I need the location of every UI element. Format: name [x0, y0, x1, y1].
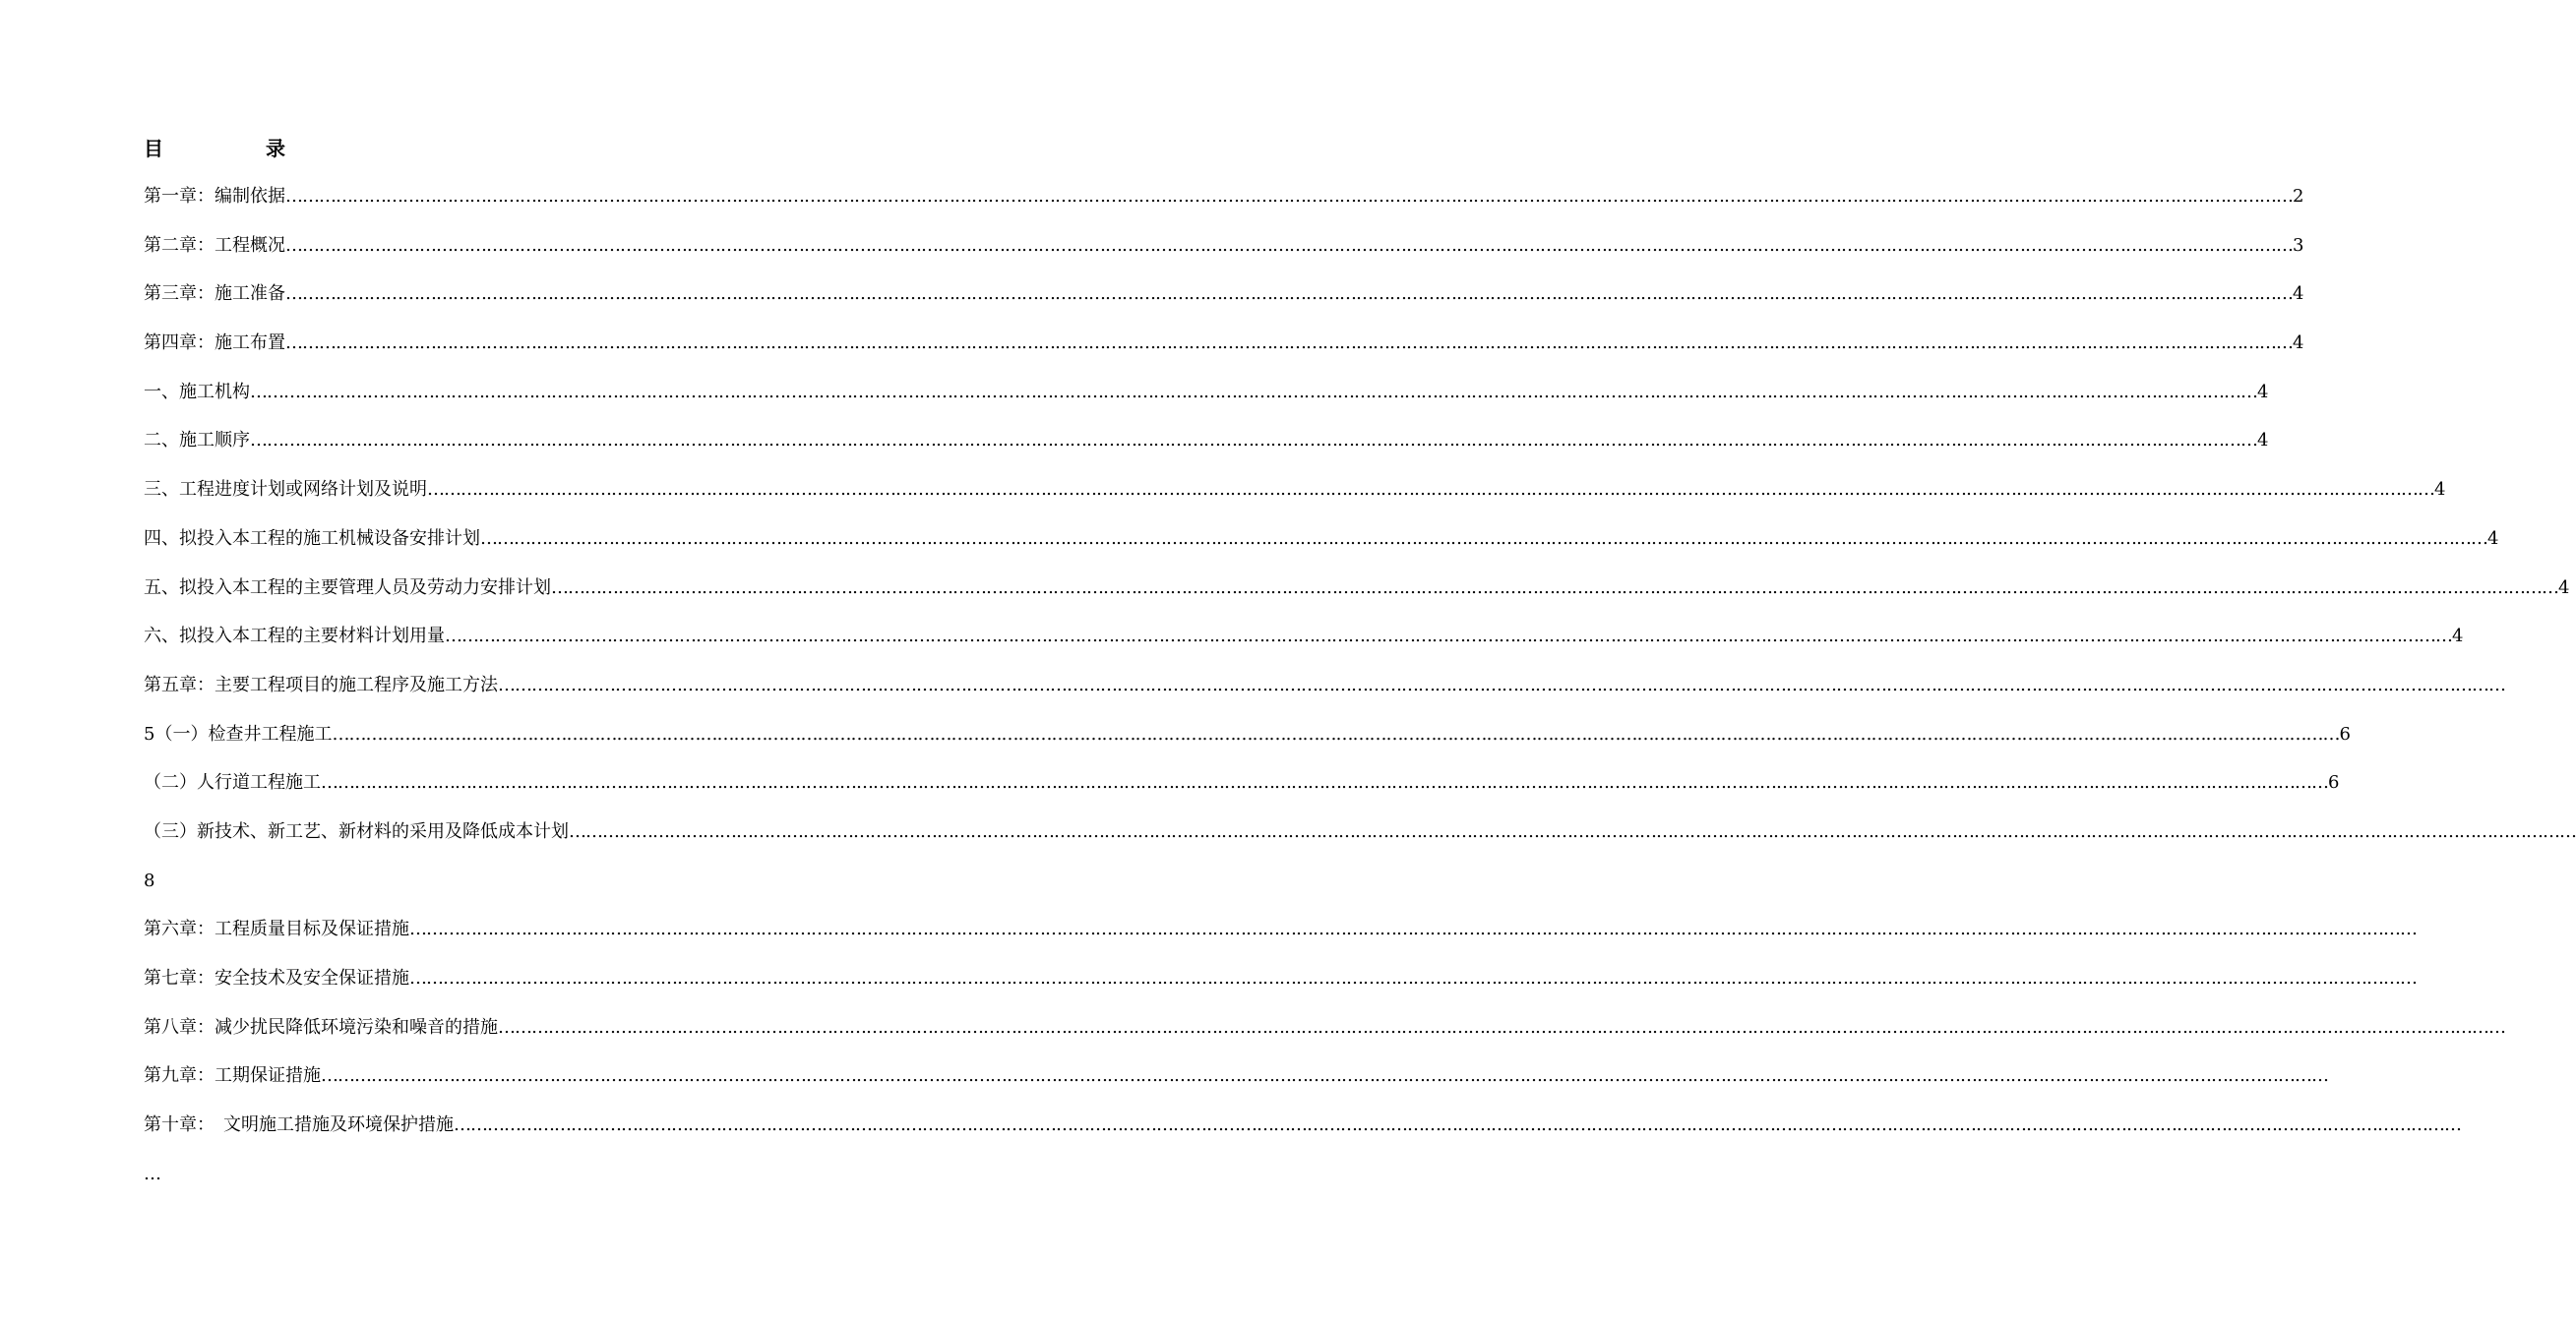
toc-entry-page-number: 6	[2328, 772, 2340, 794]
toc-entry-row	[144, 622, 2464, 651]
toc-entry	[144, 329, 2304, 378]
toc-leader-dots: ………………………………………………………………………………………………………………………………………………………………………………………………………………………………………………………………………………………………………………………………	[332, 723, 2340, 745]
toc-entry	[144, 279, 2304, 329]
toc-entry-label: 第七章：安全技术及安全保证措施	[144, 968, 409, 989]
toc-entry	[144, 1111, 2461, 1160]
toc-entry-row	[144, 182, 2304, 211]
toc-leader-dots: ………………………………………………………………………………………………………………………………………………………………………………………………………………………………………………………………………………………………………………………………	[250, 430, 2257, 451]
toc-leader-dots: ………………………………………………………………………………………………………………………………………………………………………………………………………………………………………………………………………………………………………………………………	[498, 674, 2505, 695]
toc-leader-dots: ………………………………………………………………………………………………………………………………………………………………………………………………………………………………………………………………………………………………………………………………	[480, 527, 2487, 549]
toc-entry	[144, 524, 2499, 573]
toc-entry	[144, 231, 2304, 280]
table-of-contents	[144, 182, 2576, 1208]
toc-leader-dots: ………………………………………………………………………………………………………………………………………………………………………………………………………………………………………………………………………………………………………………………………	[409, 968, 2417, 989]
toc-entry	[144, 475, 2446, 524]
toc-entry-label: 5（一）检查井工程施工	[144, 723, 333, 745]
toc-entry-label: 第二章：工程概况	[144, 234, 285, 256]
toc-leader-dots: ………………………………………………………………………………………………………………………………………………………………………………………………………………………………………………………………………………………………………………………………	[285, 186, 2293, 207]
toc-leader-dots: ………………………………………………………………………………………………………………………………………………………………………………………………………………………………………………………………………………………………………………………………	[285, 234, 2293, 256]
toc-entry-label: 第四章：施工布置	[144, 332, 285, 354]
toc-entry-page-number: 6	[2339, 723, 2351, 745]
toc-entry-page-number: 4	[2257, 381, 2269, 402]
toc-entry-label: 第十章： 文明施工措施及环境保护措施	[144, 1114, 454, 1136]
toc-entry-label: 五、拟投入本工程的主要管理人员及劳动力安排计划	[144, 576, 551, 598]
toc-leader-dots: ………………………………………………………………………………………………………………………………………………………………………………………………………………………………………………………………………………………………………………………………	[409, 919, 2417, 940]
toc-leader-dots: ………………………………………………………………………………………………………………………………………………………………………………………………………………………………………………………………………………………………………………………………	[498, 1016, 2505, 1038]
toc-leader-dots: ………………………………………………………………………………………………………………………………………………………………………………………………………………………………………………………………………………………………………………………………	[321, 772, 2328, 794]
toc-entry-label: 第三章：施工准备	[144, 283, 285, 305]
toc-entry-row	[144, 964, 2417, 993]
toc-entry-label: 二、施工顺序	[144, 430, 250, 451]
toc-entry-page-number: 3	[2293, 234, 2304, 256]
toc-entry-page-number: 2	[2293, 186, 2304, 207]
toc-entry	[144, 817, 2576, 867]
toc-entry-label: 六、拟投入本工程的主要材料计划用量	[144, 626, 445, 647]
toc-entry	[144, 768, 2340, 817]
toc-entry	[144, 964, 2417, 1013]
toc-entry	[144, 378, 2269, 427]
toc-entry	[144, 622, 2464, 671]
toc-entry	[144, 1061, 2328, 1111]
toc-entry-row	[144, 817, 2576, 847]
toc-entry-row	[144, 1013, 2505, 1043]
toc-entry	[144, 1160, 846, 1209]
toc-entry-label: （二）人行道工程施工	[144, 772, 321, 794]
toc-entry-label: 第五章：主要工程项目的施工程序及施工方法	[144, 674, 498, 695]
toc-leader-dots: ………………………………………………………………………………………………………………………………………………………………………………………………………………………………………………………………………………………………………………………………	[285, 283, 2293, 305]
toc-title	[144, 135, 285, 162]
toc-leader-dots: ………………………………………………………………………………………………………………………………………………………………………………………………………………………………………………………………………………………………………………………………	[551, 576, 2558, 598]
toc-entry-row	[144, 329, 2304, 358]
toc-entry-label: 四、拟投入本工程的施工机械设备安排计划	[144, 527, 480, 549]
toc-leader-dots: ………………………………………………………………………………………………………………………………………………………………………………………………………………………………………………………………………………………………………………………………	[250, 381, 2257, 402]
toc-entry-label: 第八章：减少扰民降低环境污染和噪音的措施	[144, 1016, 498, 1038]
toc-leader-dots: ………………………………………………………………………………………………………………………………………………………………………………………………………………………………………………………………………………………………………………………………	[321, 1065, 2328, 1087]
toc-entry-row	[144, 915, 2417, 944]
toc-entry-page-number: 4	[2452, 626, 2464, 647]
toc-entry-row	[144, 426, 2269, 455]
toc-entry-label: 第九章：工期保证措施	[144, 1065, 321, 1087]
toc-title-right: 录	[266, 137, 285, 160]
toc-entry-row	[144, 1111, 2461, 1140]
toc-entry-row	[144, 768, 2340, 798]
toc-entry-row	[144, 1061, 2328, 1091]
toc-title-left: 目	[144, 137, 163, 160]
toc-leader-dots: ………………………………………………………………………………………………………………………………………………………………………………………………………………………………………………………………………………………………………………………………	[427, 479, 2434, 501]
toc-entry-page-number: 4	[2558, 576, 2570, 598]
toc-entry-page-number: 4	[2293, 332, 2304, 354]
toc-entry-label: 8	[144, 870, 155, 891]
toc-entry-row	[144, 720, 2351, 750]
toc-leader-dots: ………………………………………………………………………………………………………………………………………………………………………………………………………………………………………………………………………………………………………………………………	[569, 820, 2576, 842]
toc-entry-row	[144, 524, 2499, 554]
toc-entry	[144, 720, 2351, 769]
toc-entry	[144, 182, 2304, 231]
toc-entry-row	[144, 378, 2269, 407]
toc-entry-page-number: 4	[2257, 430, 2269, 451]
toc-entry-row	[144, 279, 2304, 309]
toc-entry	[144, 915, 2417, 964]
toc-entry-row	[144, 573, 2570, 603]
toc-entry-page-number: 4	[2434, 479, 2446, 501]
toc-entry	[144, 1013, 2505, 1062]
toc-entry-row	[144, 231, 2304, 261]
toc-entry	[144, 867, 846, 916]
toc-entry-row	[144, 475, 2446, 505]
toc-entry-label: 第六章：工程质量目标及保证措施	[144, 919, 409, 940]
toc-entry-label: 第一章：编制依据	[144, 186, 285, 207]
toc-entry-label: （三）新技术、新工艺、新材料的采用及降低成本计划	[144, 820, 569, 842]
toc-leader-dots: ………………………………………………………………………………………………………………………………………………………………………………………………………………………………………………………………………………………………………………………………	[445, 626, 2452, 647]
toc-entry-label: …	[144, 1163, 161, 1184]
toc-entry-label: 一、施工机构	[144, 381, 250, 402]
toc-entry	[144, 573, 2570, 623]
toc-entry-label: 三、工程进度计划或网络计划及说明	[144, 479, 427, 501]
toc-leader-dots: ………………………………………………………………………………………………………………………………………………………………………………………………………………………………………………………………………………………………………………………………	[285, 332, 2293, 354]
toc-leader-dots: ………………………………………………………………………………………………………………………………………………………………………………………………………………………………………………………………………………………………………………………………	[454, 1114, 2461, 1136]
toc-entry	[144, 426, 2269, 475]
toc-entry-page-number: 4	[2293, 283, 2304, 305]
toc-entry	[144, 671, 2505, 720]
toc-entry-page-number: 4	[2487, 527, 2499, 549]
toc-entry-row	[144, 671, 2505, 700]
